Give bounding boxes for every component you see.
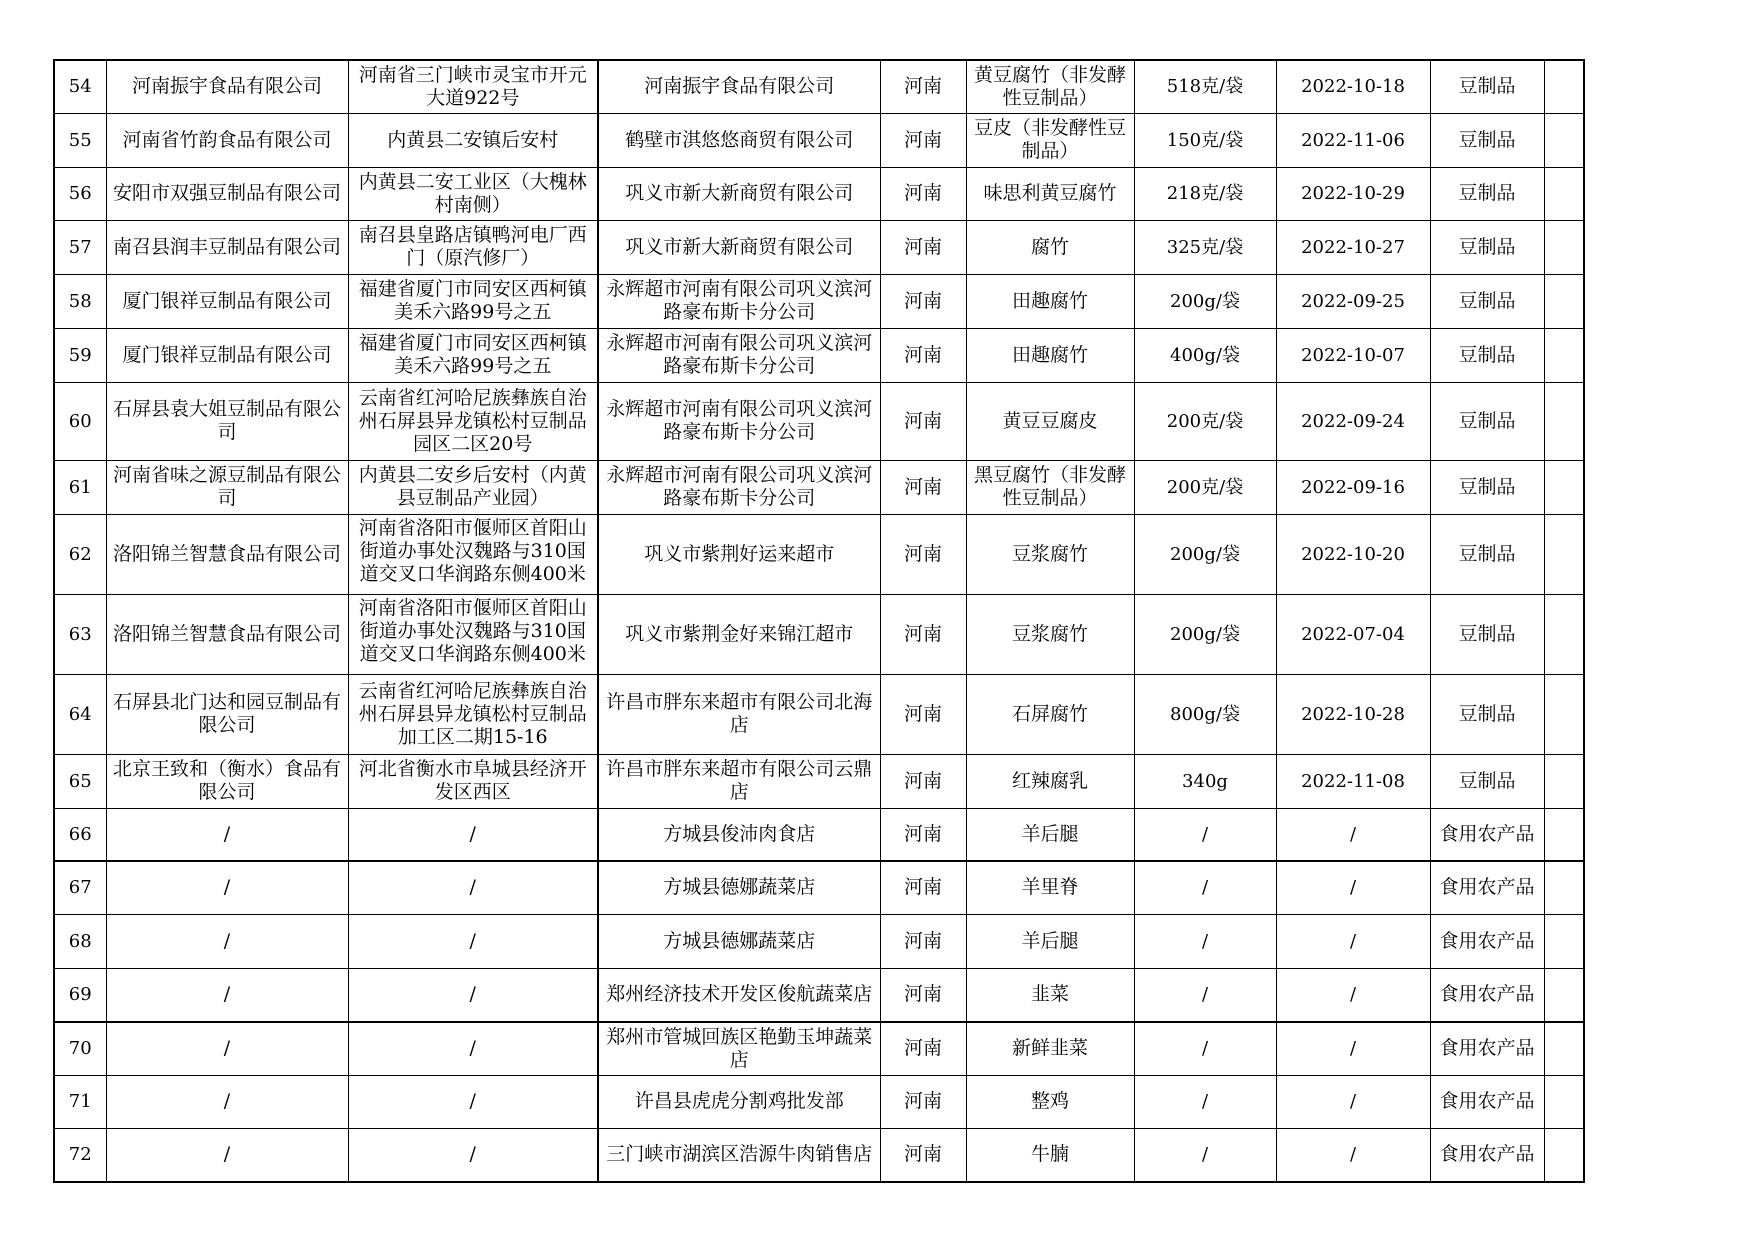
food-category-cell: 豆制品: [1430, 460, 1544, 514]
product-name-cell: 豆浆腐竹: [966, 594, 1134, 674]
sampled-unit-name-cell: 河南振宇食品有限公司: [598, 60, 880, 113]
product-name-cell: 红辣腐乳: [966, 754, 1134, 808]
producer-address-cell: /: [348, 1075, 598, 1128]
product-name-cell: 田趣腐竹: [966, 328, 1134, 382]
food-category-cell: 豆制品: [1430, 594, 1544, 674]
food-category-cell: 食用农产品: [1430, 861, 1544, 914]
remarks-cell: [1544, 914, 1584, 968]
row-number-cell: 55: [54, 113, 106, 167]
sampled-unit-name-cell: 巩义市新大新商贸有限公司: [598, 220, 880, 274]
product-name-cell: 羊里脊: [966, 861, 1134, 914]
product-name-cell: 黑豆腐竹（非发酵性豆制品）: [966, 460, 1134, 514]
food-category-cell: 食用农产品: [1430, 914, 1544, 968]
row-number-cell: 63: [54, 594, 106, 674]
province-cell: 河南: [880, 914, 966, 968]
remarks-cell: [1544, 167, 1584, 220]
remarks-cell: [1544, 60, 1584, 113]
row-number-cell: 58: [54, 274, 106, 328]
row-number-cell: 69: [54, 968, 106, 1022]
table-row: [54, 274, 1584, 328]
remarks-cell: [1544, 274, 1584, 328]
food-category-cell: 豆制品: [1430, 167, 1544, 220]
table-row: [54, 1075, 1584, 1128]
producer-name-cell: 厦门银祥豆制品有限公司: [106, 328, 348, 382]
province-cell: 河南: [880, 220, 966, 274]
producer-name-cell: 河南振宇食品有限公司: [106, 60, 348, 113]
producer-name-cell: 河南省竹韵食品有限公司: [106, 113, 348, 167]
production-date-cell: 2022-10-29: [1276, 167, 1430, 220]
sampled-unit-name-cell: 郑州市管城回族区艳勤玉坤蔬菜店: [598, 1022, 880, 1075]
remarks-cell: [1544, 382, 1584, 460]
table-row: [54, 1128, 1584, 1182]
product-name-cell: 豆浆腐竹: [966, 514, 1134, 594]
product-name-cell: 豆皮（非发酵性豆制品）: [966, 113, 1134, 167]
province-cell: 河南: [880, 113, 966, 167]
row-number-cell: 72: [54, 1128, 106, 1182]
province-cell: 河南: [880, 808, 966, 861]
remarks-cell: [1544, 808, 1584, 861]
table-row: [54, 674, 1584, 754]
product-name-cell: 黄豆腐竹（非发酵性豆制品）: [966, 60, 1134, 113]
producer-address-cell: /: [348, 861, 598, 914]
table-row: [54, 113, 1584, 167]
remarks-cell: [1544, 113, 1584, 167]
product-name-cell: 味思利黄豆腐竹: [966, 167, 1134, 220]
food-category-cell: 食用农产品: [1430, 1075, 1544, 1128]
province-cell: 河南: [880, 328, 966, 382]
production-date-cell: /: [1276, 1128, 1430, 1182]
sampled-unit-name-cell: 许昌县虎虎分割鸡批发部: [598, 1075, 880, 1128]
remarks-cell: [1544, 220, 1584, 274]
food-category-cell: 食用农产品: [1430, 1128, 1544, 1182]
province-cell: 河南: [880, 1128, 966, 1182]
producer-name-cell: /: [106, 914, 348, 968]
food-category-cell: 食用农产品: [1430, 968, 1544, 1022]
province-cell: 河南: [880, 274, 966, 328]
specification-cell: 200g/袋: [1134, 274, 1276, 328]
row-number-cell: 60: [54, 382, 106, 460]
sampled-unit-name-cell: 方城县德娜蔬菜店: [598, 861, 880, 914]
remarks-cell: [1544, 1128, 1584, 1182]
food-category-cell: 豆制品: [1430, 754, 1544, 808]
table-row: [54, 328, 1584, 382]
specification-cell: /: [1134, 1075, 1276, 1128]
province-cell: 河南: [880, 60, 966, 113]
producer-address-cell: 云南省红河哈尼族彝族自治州石屏县异龙镇松村豆制品园区二区20号: [348, 382, 598, 460]
remarks-cell: [1544, 1022, 1584, 1075]
food-category-cell: 豆制品: [1430, 220, 1544, 274]
producer-name-cell: /: [106, 1075, 348, 1128]
row-number-cell: 56: [54, 167, 106, 220]
row-number-cell: 62: [54, 514, 106, 594]
product-name-cell: 韭菜: [966, 968, 1134, 1022]
sampled-unit-name-cell: 郑州经济技术开发区俊航蔬菜店: [598, 968, 880, 1022]
table-row: [54, 514, 1584, 594]
table-row: [54, 861, 1584, 914]
sampled-unit-name-cell: 巩义市新大新商贸有限公司: [598, 167, 880, 220]
product-name-cell: 新鲜韭菜: [966, 1022, 1134, 1075]
producer-address-cell: 内黄县二安工业区（大槐林村南侧）: [348, 167, 598, 220]
producer-address-cell: [348, 514, 598, 594]
table-row: [54, 460, 1584, 514]
producer-address-cell: 云南省红河哈尼族彝族自治州石屏县异龙镇松村豆制品加工区二期15-16: [348, 674, 598, 754]
producer-name-cell: /: [106, 968, 348, 1022]
production-date-cell: /: [1276, 914, 1430, 968]
producer-address-cell: 内黄县二安镇后安村: [348, 113, 598, 167]
table-row: [54, 1022, 1584, 1075]
remarks-cell: [1544, 460, 1584, 514]
production-date-cell: 2022-09-25: [1276, 274, 1430, 328]
specification-cell: 200克/袋: [1134, 382, 1276, 460]
table-row: [54, 594, 1584, 674]
production-date-cell: 2022-10-28: [1276, 674, 1430, 754]
food-category-cell: 豆制品: [1430, 328, 1544, 382]
production-date-cell: 2022-10-07: [1276, 328, 1430, 382]
specification-cell: 400g/袋: [1134, 328, 1276, 382]
specification-cell: 200g/袋: [1134, 594, 1276, 674]
producer-name-cell: 洛阳锦兰智慧食品有限公司: [106, 514, 348, 594]
producer-address: 河南省洛阳市偃师区首阳山街道办事处汉魏路与310国道交叉口华润路东侧400米: [358, 596, 587, 665]
producer-name-cell: /: [106, 808, 348, 861]
producer-address-cell: 河南省三门峡市灵宝市开元大道922号: [348, 60, 598, 113]
producer-name-cell: 石屏县袁大姐豆制品有限公司: [106, 382, 348, 460]
food-category-cell: 豆制品: [1430, 674, 1544, 754]
specification-cell: 200克/袋: [1134, 460, 1276, 514]
sampled-unit-name-cell: 巩义市紫荆金好来锦江超市: [598, 594, 880, 674]
product-name-cell: 田趣腐竹: [966, 274, 1134, 328]
row-number-cell: 61: [54, 460, 106, 514]
sampled-unit-name-cell: 永辉超市河南有限公司巩义滨河路豪布斯卡分公司: [598, 328, 880, 382]
row-number-cell: 70: [54, 1022, 106, 1075]
table-row: [54, 167, 1584, 220]
producer-name-cell: 石屏县北门达和园豆制品有限公司: [106, 674, 348, 754]
production-date-cell: 2022-10-20: [1276, 514, 1430, 594]
specification-cell: 200g/袋: [1134, 514, 1276, 594]
remarks-cell: [1544, 514, 1584, 594]
province-cell: 河南: [880, 460, 966, 514]
specification-cell: /: [1134, 1128, 1276, 1182]
producer-address-cell: 内黄县二安乡后安村（内黄县豆制品产业园）: [348, 460, 598, 514]
specification-cell: 340g: [1134, 754, 1276, 808]
table-row: [54, 968, 1584, 1022]
province-cell: 河南: [880, 1075, 966, 1128]
table-row: [54, 382, 1584, 460]
food-category-cell: 豆制品: [1430, 113, 1544, 167]
table-row: [54, 808, 1584, 861]
remarks-cell: [1544, 861, 1584, 914]
remarks-cell: [1544, 594, 1584, 674]
specification-cell: 150克/袋: [1134, 113, 1276, 167]
row-number-cell: 57: [54, 220, 106, 274]
production-date-cell: 2022-09-24: [1276, 382, 1430, 460]
sampled-unit-name-cell: 方城县俊沛肉食店: [598, 808, 880, 861]
production-date-cell: 2022-09-16: [1276, 460, 1430, 514]
province-cell: 河南: [880, 968, 966, 1022]
product-name-cell: 石屏腐竹: [966, 674, 1134, 754]
producer-address-cell: 福建省厦门市同安区西柯镇美禾六路99号之五: [348, 274, 598, 328]
sampled-unit-name-cell: 三门峡市湖滨区浩源牛肉销售店: [598, 1128, 880, 1182]
production-date-cell: 2022-11-08: [1276, 754, 1430, 808]
producer-address-cell: /: [348, 808, 598, 861]
production-date-cell: /: [1276, 1075, 1430, 1128]
producer-name-cell: 厦门银祥豆制品有限公司: [106, 274, 348, 328]
remarks-cell: [1544, 968, 1584, 1022]
sampled-unit-name-cell: 巩义市紫荆好运来超市: [598, 514, 880, 594]
product-name-cell: 羊后腿: [966, 914, 1134, 968]
sampled-unit-name-cell: 永辉超市河南有限公司巩义滨河路豪布斯卡分公司: [598, 460, 880, 514]
remarks-cell: [1544, 328, 1584, 382]
production-date-cell: /: [1276, 968, 1430, 1022]
producer-name-cell: /: [106, 1022, 348, 1075]
specification-cell: 325克/袋: [1134, 220, 1276, 274]
specification-cell: /: [1134, 1022, 1276, 1075]
sampled-unit-name-cell: 永辉超市河南有限公司巩义滨河路豪布斯卡分公司: [598, 274, 880, 328]
province-cell: 河南: [880, 167, 966, 220]
product-name-cell: 腐竹: [966, 220, 1134, 274]
product-name-cell: 牛腩: [966, 1128, 1134, 1182]
production-date-cell: 2022-10-27: [1276, 220, 1430, 274]
row-number-cell: 65: [54, 754, 106, 808]
sampling-results-table: [53, 59, 1585, 1183]
specification-cell: /: [1134, 808, 1276, 861]
producer-name-cell: 北京王致和（衡水）食品有限公司: [106, 754, 348, 808]
production-date-cell: 2022-11-06: [1276, 113, 1430, 167]
food-category-cell: 豆制品: [1430, 382, 1544, 460]
remarks-cell: [1544, 754, 1584, 808]
province-cell: 河南: [880, 514, 966, 594]
province-cell: 河南: [880, 594, 966, 674]
producer-name-cell: 南召县润丰豆制品有限公司: [106, 220, 348, 274]
row-number-cell: 68: [54, 914, 106, 968]
production-date-cell: /: [1276, 861, 1430, 914]
specification-cell: /: [1134, 861, 1276, 914]
specification-cell: 800g/袋: [1134, 674, 1276, 754]
food-category-cell: 豆制品: [1430, 60, 1544, 113]
row-number-cell: 54: [54, 60, 106, 113]
province-cell: 河南: [880, 861, 966, 914]
producer-address-cell: /: [348, 1128, 598, 1182]
province-cell: 河南: [880, 1022, 966, 1075]
producer-name-cell: /: [106, 861, 348, 914]
sampled-unit-name-cell: 许昌市胖东来超市有限公司北海店: [598, 674, 880, 754]
row-number-cell: 66: [54, 808, 106, 861]
province-cell: 河南: [880, 382, 966, 460]
food-category-cell: 食用农产品: [1430, 1022, 1544, 1075]
production-date-cell: 2022-10-18: [1276, 60, 1430, 113]
sampled-unit-name-cell: 鹤壁市淇悠悠商贸有限公司: [598, 113, 880, 167]
production-date-cell: /: [1276, 1022, 1430, 1075]
table-row: [54, 220, 1584, 274]
row-number-cell: 64: [54, 674, 106, 754]
remarks-cell: [1544, 674, 1584, 754]
producer-address-cell: 福建省厦门市同安区西柯镇美禾六路99号之五: [348, 328, 598, 382]
producer-address-cell: /: [348, 914, 598, 968]
sampled-unit-name-cell: 方城县德娜蔬菜店: [598, 914, 880, 968]
specification-cell: /: [1134, 914, 1276, 968]
product-name-cell: 黄豆豆腐皮: [966, 382, 1134, 460]
specification-cell: 518克/袋: [1134, 60, 1276, 113]
specification-cell: /: [1134, 968, 1276, 1022]
food-category-cell: 食用农产品: [1430, 808, 1544, 861]
sampled-unit-name-cell: 永辉超市河南有限公司巩义滨河路豪布斯卡分公司: [598, 382, 880, 460]
product-name-cell: 整鸡: [966, 1075, 1134, 1128]
food-category-cell: 豆制品: [1430, 274, 1544, 328]
producer-address-cell: /: [348, 968, 598, 1022]
food-category-cell: 豆制品: [1430, 514, 1544, 594]
producer-name-cell: 安阳市双强豆制品有限公司: [106, 167, 348, 220]
producer-address: 河南省洛阳市偃师区首阳山街道办事处汉魏路与310国道交叉口华润路东侧400米: [358, 516, 587, 585]
producer-name-cell: 河南省味之源豆制品有限公司: [106, 460, 348, 514]
production-date-cell: 2022-07-04: [1276, 594, 1430, 674]
producer-name-cell: /: [106, 1128, 348, 1182]
producer-address-cell: 南召县皇路店镇鸭河电厂西门（原汽修厂）: [348, 220, 598, 274]
producer-name-cell: 洛阳锦兰智慧食品有限公司: [106, 594, 348, 674]
production-date-cell: /: [1276, 808, 1430, 861]
remarks-cell: [1544, 1075, 1584, 1128]
specification-cell: 218克/袋: [1134, 167, 1276, 220]
product-name-cell: 羊后腿: [966, 808, 1134, 861]
producer-address-cell: [348, 594, 598, 674]
row-number-cell: 67: [54, 861, 106, 914]
province-cell: 河南: [880, 754, 966, 808]
row-number-cell: 59: [54, 328, 106, 382]
province-cell: 河南: [880, 674, 966, 754]
producer-address-cell: 河北省衡水市阜城县经济开发区西区: [348, 754, 598, 808]
table-row: [54, 60, 1584, 113]
row-number-cell: 71: [54, 1075, 106, 1128]
producer-address-cell: /: [348, 1022, 598, 1075]
table-row: [54, 754, 1584, 808]
table-row: [54, 914, 1584, 968]
sampled-unit-name-cell: 许昌市胖东来超市有限公司云鼎店: [598, 754, 880, 808]
